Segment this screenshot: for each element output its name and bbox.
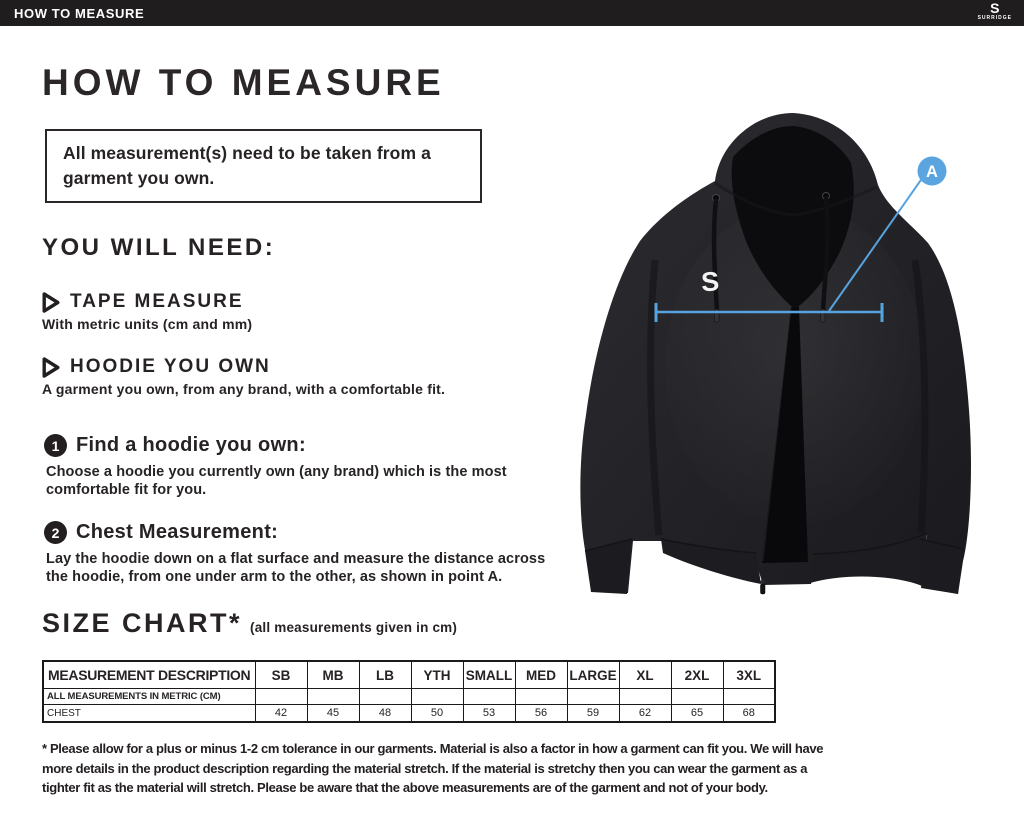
play-triangle-icon: [42, 292, 60, 313]
row-label: CHEST: [43, 705, 255, 723]
page-title: HOW TO MEASURE: [42, 62, 445, 103]
point-a-label: A: [926, 163, 938, 181]
need-item-title: TAPE MEASURE: [70, 291, 244, 312]
size-chart-heading: [42, 608, 457, 639]
step-number-badge: 2: [44, 521, 67, 544]
col-header: SMALL: [463, 661, 515, 689]
need-item-title: HOODIE YOU OWN: [70, 356, 271, 377]
top-banner: [0, 0, 1024, 26]
you-will-need-heading: YOU WILL NEED:: [42, 234, 276, 261]
cell: [255, 689, 307, 705]
row-label: ALL MEASUREMENTS IN METRIC (CM): [43, 689, 255, 705]
size-chart-table: [42, 660, 776, 723]
col-header: MED: [515, 661, 567, 689]
cell: 62: [619, 705, 671, 723]
cell: [671, 689, 723, 705]
surridge-s-icon: S: [990, 0, 1000, 16]
play-triangle-icon: [42, 357, 60, 378]
table-header-row: [43, 661, 775, 689]
cell: [463, 689, 515, 705]
cell: [515, 689, 567, 705]
col-header: XL: [619, 661, 671, 689]
step-number-badge: 1: [44, 434, 67, 457]
col-header: LARGE: [567, 661, 619, 689]
step-title: Chest Measurement:: [76, 521, 279, 543]
col-header: MB: [307, 661, 359, 689]
cell: 45: [307, 705, 359, 723]
step-2: [44, 521, 568, 586]
cell: 42: [255, 705, 307, 723]
cell: [411, 689, 463, 705]
cell: [359, 689, 411, 705]
col-header: LB: [359, 661, 411, 689]
size-chart-title: SIZE CHART*: [42, 608, 243, 638]
need-item-desc: With metric units (cm and mm): [42, 316, 253, 332]
hoodie-illustration: [580, 113, 971, 594]
col-header: 2XL: [671, 661, 723, 689]
zip-pull: [760, 580, 764, 584]
cell: 65: [671, 705, 723, 723]
cell: [307, 689, 359, 705]
table-row: [43, 705, 775, 723]
surridge-wordmark: SURRIDGE: [977, 15, 1012, 21]
col-header: MEASUREMENT DESCRIPTION: [43, 661, 255, 689]
chest-logo-s-icon: S: [700, 266, 720, 298]
step-1: [44, 434, 568, 499]
need-item-hoodie: [42, 356, 445, 397]
col-header: YTH: [411, 661, 463, 689]
col-header: SB: [255, 661, 307, 689]
cell: 53: [463, 705, 515, 723]
cell: 56: [515, 705, 567, 723]
disclaimer-text: * Please allow for a plus or minus 1-2 cm tolerance in our garments. Material is also a factor in how a garment can fit you. We will have more details in the product description regarding the material stretch. If the material is stretchy then you can wear the garment as a tighter fit as the material will stretch. Please be aware that the above measurements are of the garment and not of your body.: [42, 741, 824, 795]
cell: 50: [411, 705, 463, 723]
cell: [723, 689, 775, 705]
step-description: Lay the hoodie down on a flat surface and measure the distance across the hoodie, from one under arm to the other, as shown in point A.: [46, 551, 546, 585]
table-row: [43, 689, 775, 705]
cell: 48: [359, 705, 411, 723]
col-header: 3XL: [723, 661, 775, 689]
notice-box: [45, 129, 482, 203]
banner-title: HOW TO MEASURE: [14, 5, 145, 21]
step-title: Find a hoodie you own:: [76, 434, 306, 456]
hoodie-diagram: [565, 95, 1005, 610]
step-description: Choose a hoodie you currently own (any brand) which is the most comfortable fit for you.: [46, 464, 507, 498]
cell: 68: [723, 705, 775, 723]
notice-text: All measurement(s) need to be taken from a garment you own.: [63, 143, 431, 188]
cell: 59: [567, 705, 619, 723]
need-item-tape-measure: [42, 291, 252, 332]
surridge-logo: [978, 1, 1012, 21]
need-item-desc: A garment you own, from any brand, with a comfortable fit.: [42, 381, 446, 397]
size-chart-note: (all measurements given in cm): [250, 620, 458, 635]
cell: [567, 689, 619, 705]
cell: [619, 689, 671, 705]
